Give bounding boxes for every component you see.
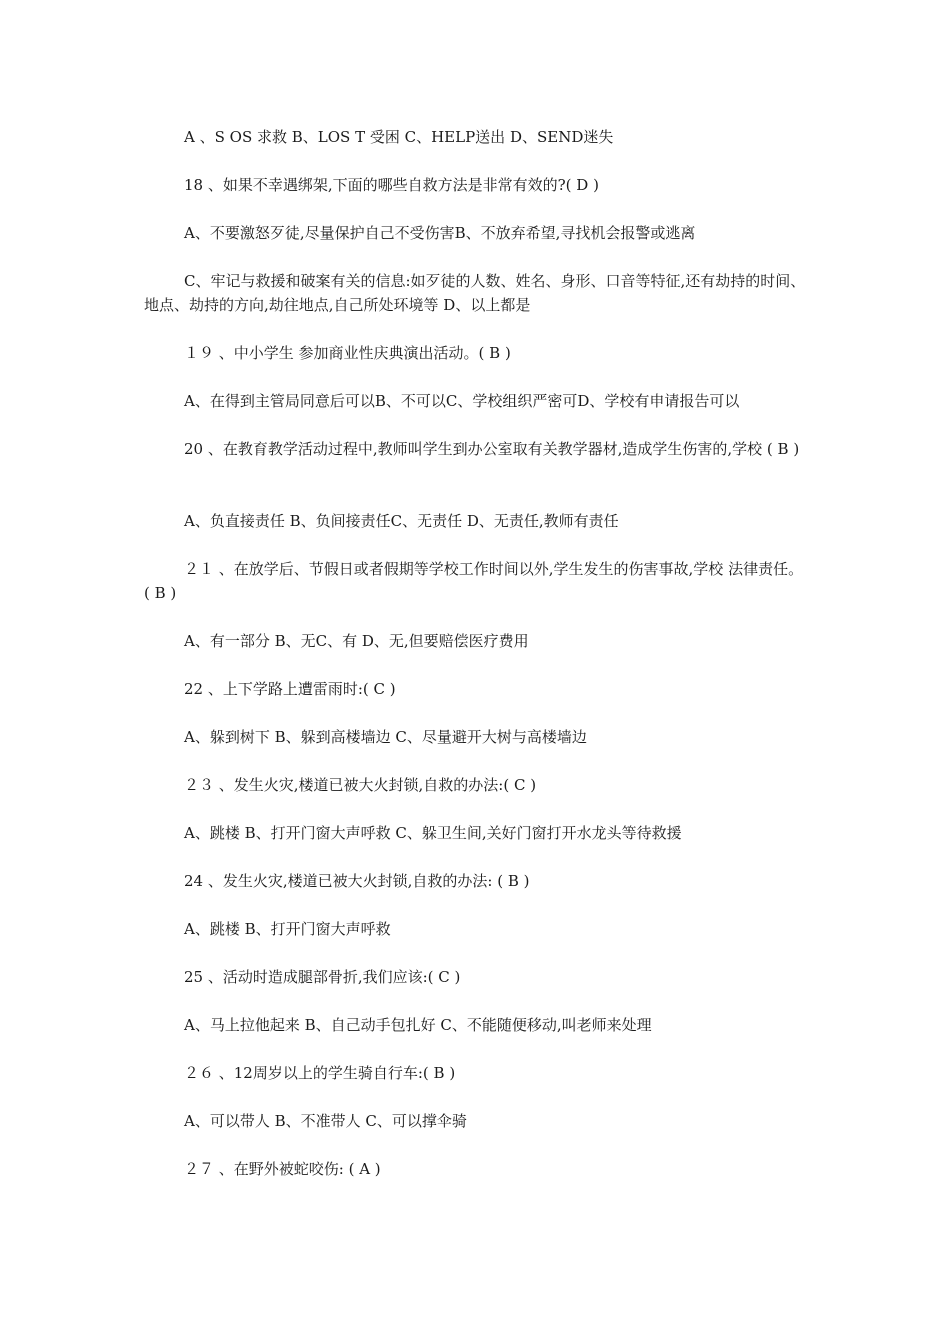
question-25: 25 、活动时造成腿部骨折,我们应该:( C ): [184, 968, 461, 986]
option-line-q26: A、可以带人 B、不准带人 C、可以撑伞骑: [184, 1112, 467, 1130]
option-line-q19: A、在得到主管局同意后可以B、不可以C、学校组织严密可D、学校有申请报告可以: [184, 392, 740, 410]
option-line-q25: A、马上拉他起来 B、自己动手包扎好 C、不能随便移动,叫老师来处理: [184, 1016, 652, 1034]
option-line-q20: A、负直接责任 B、负间接责任C、无责任 D、无责任,教师有责任: [184, 512, 619, 530]
question-23: ２３ 、发生火灾,楼道已被大火封锁,自救的办法:( C ): [184, 776, 537, 794]
option-line-q17: A 、S OS 求救 B、LOS T 受困 C、HELP送出 D、SEND迷失: [184, 128, 614, 146]
option-line-q23: A、跳楼 B、打开门窗大声呼救 C、躲卫生间,关好门窗打开水龙头等待救援: [184, 824, 682, 842]
question-21: ２１ 、在放学后、节假日或者假期等学校工作时间以外,学生发生的伤害事故,学校 法律责任。( B ): [144, 560, 804, 602]
question-24: 24 、发生火灾,楼道已被大火封锁,自救的办法: ( B ): [184, 872, 530, 890]
question-20: 20 、在教育教学活动过程中,教师叫学生到办公室取有关教学器材,造成学生伤害的,学校 ( B ): [184, 440, 800, 458]
option-line-q22: A、躲到树下 B、躲到高楼墙边 C、尽量避开大树与高楼墙边: [184, 728, 587, 746]
option-line-q18-c-d: C、牢记与救援和破案有关的信息:如歹徒的人数、姓名、身形、口音等特征,还有劫持的时间、地点、劫持的方向,劫往地点,自己所处环境等 D、以上都是: [144, 272, 806, 314]
option-line-q24: A、跳楼 B、打开门窗大声呼救: [184, 920, 391, 938]
question-19: １９ 、中小学生 参加商业性庆典演出活动。( B ): [184, 344, 511, 362]
question-18: 18 、如果不幸遇绑架,下面的哪些自救方法是非常有效的?( D ): [184, 176, 599, 194]
option-line-q18-a-b: A、不要激怒歹徒,尽量保护自己不受伤害B、不放弃希望,寻找机会报警或逃离: [184, 224, 696, 242]
question-27: ２７ 、在野外被蛇咬伤: ( A ): [184, 1160, 381, 1178]
option-line-q21: A、有一部分 B、无C、有 D、无,但要赔偿医疗费用: [184, 632, 529, 650]
question-22: 22 、上下学路上遭雷雨时:( C ): [184, 680, 396, 698]
question-26: ２６ 、12周岁以上的学生骑自行车:( B ): [184, 1064, 456, 1082]
